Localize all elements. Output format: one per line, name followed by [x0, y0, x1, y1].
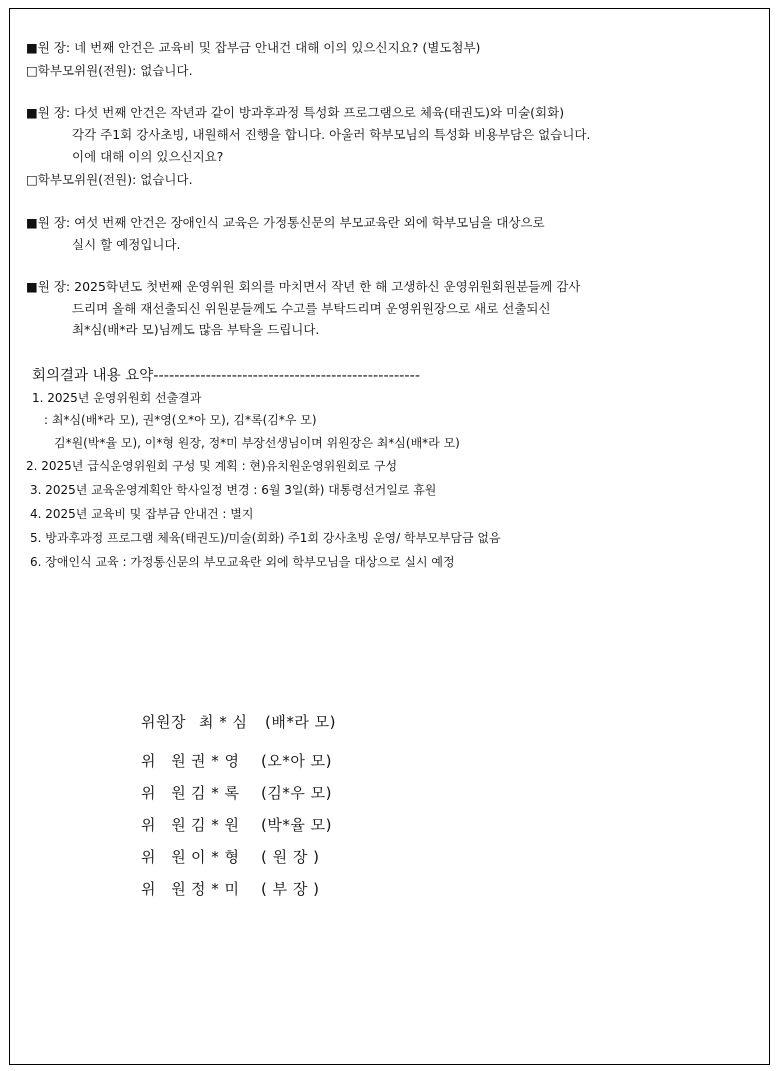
- summary-item: 5. 방과후과정 프로그램 체육(태권도)/미술(회화) 주1회 강사초빙 운영/ 학부모부담금 없음: [30, 531, 501, 545]
- minutes-chair-line: ■원 장: 네 번째 안건은 교육비 및 잡부금 안내건 대해 이의 있으신지요? (별도첨부): [26, 40, 481, 55]
- signature-name: 김 * 록: [191, 784, 240, 802]
- signature-row: [141, 815, 332, 835]
- signature-role: 위 원: [141, 752, 187, 770]
- signature-relation: ( 부 장 ): [261, 880, 320, 898]
- minutes-continuation-line: 각각 주1회 강사초빙, 내원해서 진행을 합니다. 아울러 학부모님의 특성화 비용부담은 없습니다.: [72, 127, 591, 142]
- minutes-continuation-line: 이에 대해 이의 있으신지요?: [72, 149, 224, 164]
- signature-row: [141, 783, 332, 803]
- signature-name: 권 * 영: [191, 752, 240, 770]
- signature-row: [141, 751, 332, 771]
- signature-role: 위 원: [141, 848, 187, 866]
- summary-item: 1. 2025년 운영위원회 선출결과: [32, 391, 202, 405]
- minutes-chair-line: ■원 장: 다섯 번째 안건은 작년과 같이 방과후과정 특성화 프로그램으로 체육(태권도)와 미술(회화): [26, 105, 565, 120]
- signature-name: 정 * 미: [191, 880, 240, 898]
- minutes-parents-reply: □학부모위원(전원): 없습니다.: [26, 63, 193, 78]
- minutes-continuation-line: 최*심(배*라 모)님께도 많음 부탁을 드립니다.: [72, 322, 320, 337]
- minutes-continuation-line: 실시 할 예정입니다.: [72, 237, 181, 252]
- summary-item-detail: : 최*심(배*라 모), 권*영(오*아 모), 김*록(김*우 모): [44, 413, 317, 427]
- signature-relation: (오*아 모): [261, 752, 332, 770]
- signature-row: [141, 847, 320, 867]
- signature-role: 위 원: [141, 880, 187, 898]
- summary-item-detail: 김*원(박*율 모), 이*형 원장, 정*미 부장선생님이며 위원장은 최*심(배*라 모): [54, 436, 460, 450]
- summary-item: 4. 2025년 교육비 및 잡부금 안내건 : 별지: [30, 507, 254, 521]
- signature-relation: ( 원 장 ): [261, 848, 320, 866]
- signature-relation: (박*율 모): [261, 816, 332, 834]
- signature-name: 최 * 심: [199, 713, 248, 731]
- summary-heading: 회의결과 내용 요약---------------------------------------------------: [32, 368, 421, 384]
- signature-role: 위 원: [141, 784, 187, 802]
- signature-role: 위원장: [141, 713, 186, 731]
- signature-row: [141, 879, 320, 899]
- summary-item: 3. 2025년 교육운영계획안 학사일정 변경 : 6월 3일(화) 대통령선거일로 휴원: [30, 483, 437, 497]
- signature-relation: (배*라 모): [265, 713, 336, 731]
- signature-name: 이 * 형: [191, 848, 240, 866]
- minutes-chair-line: ■원 장: 2025학년도 첫번째 운영위원 회의를 마치면서 작년 한 해 고생하신 운영위원회원분들께 감사: [26, 279, 581, 294]
- signature-relation: (김*우 모): [261, 784, 332, 802]
- minutes-parents-reply: □학부모위원(전원): 없습니다.: [26, 172, 193, 187]
- summary-item: 6. 장애인식 교육 : 가정통신문의 부모교육란 외에 학부모님을 대상으로 실시 예정: [30, 555, 455, 569]
- signature-name: 김 * 원: [191, 816, 240, 834]
- minutes-chair-line: ■원 장: 여섯 번째 안건은 장애인식 교육은 가정통신문의 부모교육란 외에 학부모님을 대상으로: [26, 215, 545, 230]
- signature-role: 위 원: [141, 816, 187, 834]
- signature-row: [141, 712, 336, 732]
- summary-item: 2. 2025년 급식운영위원회 구성 및 계획 : 현)유치원운영위원회로 구성: [26, 459, 398, 473]
- minutes-continuation-line: 드리며 올해 재선출되신 위원분들께도 수고를 부탁드리며 운영위원장으로 새로 선출되신: [72, 301, 551, 316]
